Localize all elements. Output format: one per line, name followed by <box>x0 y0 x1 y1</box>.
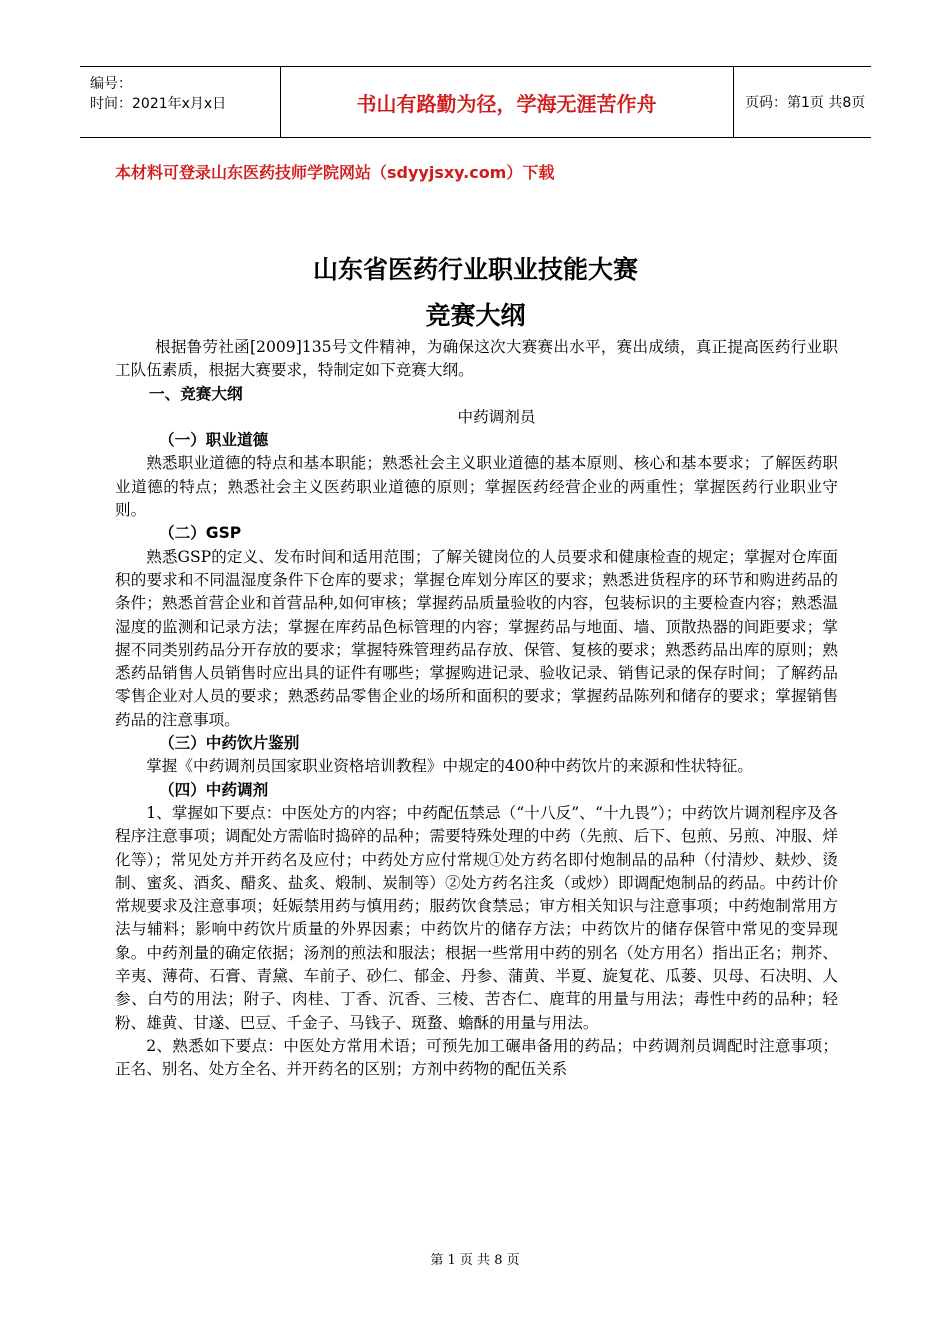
number-label: 编号： <box>90 76 132 92</box>
heading-identification: （三）中药饮片鉴别 <box>159 734 300 753</box>
paragraph-gsp: 熟悉GSP的定义、发布时间和适用范围；了解关键岗位的人员要求和健康检查的规定；掌握对仓库面积的要求和不同温湿度条件下仓库的要求；掌握仓库划分库区的要求；熟悉进货程序的环节和购进药品的条件；熟悉首营企业和首营品种,如何审核；掌握药品质量验收的内容，包装标识的主要检查内容；熟悉温湿度的监测和记录方法；掌握在库药品色标管理的内容；掌握药品与地面、墙、顶散热器的间距要求；掌握不同类别药品分开存放的要求；掌握特殊管理药品存放、保管、复核的要求；熟悉药品出库的原则；熟悉药品销售人员销售时应出具的证件有哪些；掌握购进记录、验收记录、销售记录的保存时间；了解药品零售企业对人员的要求；熟悉药品零售企业的场所和面积的要求；掌握药品陈列和储存的要求；掌握销售药品的注意事项。 <box>115 547 838 729</box>
download-note: 本材料可登录山东医药技师学院网站（sdyyjsxy.com）下载 <box>115 163 555 182</box>
header-table <box>80 66 871 138</box>
role-title: 中药调剂员 <box>457 407 536 426</box>
paragraph-identification: 掌握《中药调剂员国家职业资格培训教程》中规定的400种中药饮片的来源和性状特征。 <box>146 757 753 776</box>
heading-dispensing: （四）中药调剂 <box>159 780 269 799</box>
paragraph-ethics: 熟悉职业道德的特点和基本职能；熟悉社会主义职业道德的基本原则、核心和基本要求；了解医药职业道德的特点；熟悉社会主义医药职业道德的原则；掌握医药经营企业的两重性；掌握医药行业职业守则。 <box>115 454 838 520</box>
header-meta-cell <box>80 67 281 137</box>
heading-gsp: （二）GSP <box>159 524 242 543</box>
page-title: 山东省医药行业职业技能大赛 <box>312 255 638 284</box>
heading-ethics: （一）职业道德 <box>159 431 269 450</box>
page-subtitle: 竞赛大纲 <box>425 301 526 330</box>
page-info: 页码：第1页 共8页 <box>745 95 866 111</box>
paragraph-dispensing-2: 2、熟悉如下要点：中医处方常用术语；可预先加工碾串备用的药品；中药调剂员调配时注意事项；正名、别名、处方全名、并开药名的区别；方剂中药物的配伍关系 <box>115 1036 838 1079</box>
motto: 书山有路勤为径，学海无涯苦作舟 <box>280 67 734 137</box>
intro-paragraph: 根据鲁劳社函[2009]135号文件精神，为确保这次大赛赛出水平，赛出成绩，真正提高医药行业职工队伍素质，根据大赛要求，特制定如下竞赛大纲。 <box>115 338 838 380</box>
page-footer: 第 1 页 共 8 页 <box>430 1253 520 1268</box>
paragraph-dispensing-1: 1、掌握如下要点：中医处方的内容；中药配伍禁忌（“十八反”、“十九畏”）；中药饮片调剂程序及各程序注意事项；调配处方需临时捣碎的品种；需要特殊处理的中药（先煎、后下、包煎、另煎、冲服、烊化等）；常见处方并开药名及应付；中药处方应付常规①处方药名即付炮制品的品种（付清炒、麸炒、烫制、蜜炙、酒炙、醋炙、盐炙、煅制、炭制等）②处方药名注炙（或炒）即调配炮制品的药品。中药计价常规要求及注意事项；妊娠禁用药与慎用药；服药饮食禁忌；审方相关知识与注意事项；中药炮制常用方法与辅料；影响中药饮片质量的外界因素；中药饮片的储存方法；中药饮片的储存保管中常见的变异现象。中药剂量的确定依据；汤剂的煎法和服法；根据一些常用中药的别名（处方用名）指出正名；荆芥、辛夷、薄荷、石膏、青黛、车前子、砂仁、郁金、丹参、蒲黄、半夏、旋复花、瓜蒌、贝母、石决明、人参、白芍的用法；附子、肉桂、丁香、沉香、三棱、苦杏仁、鹿茸的用量与用法；毒性中药的品种；轻粉、雄黄、甘遂、巴豆、千金子、马钱子、斑蝥、蟾酥的用量与用法。 <box>115 803 838 1032</box>
section-heading: 一、竞赛大纲 <box>149 384 243 403</box>
document-body <box>115 336 838 1082</box>
time-label: 时间：2021年x月x日 <box>90 96 227 112</box>
